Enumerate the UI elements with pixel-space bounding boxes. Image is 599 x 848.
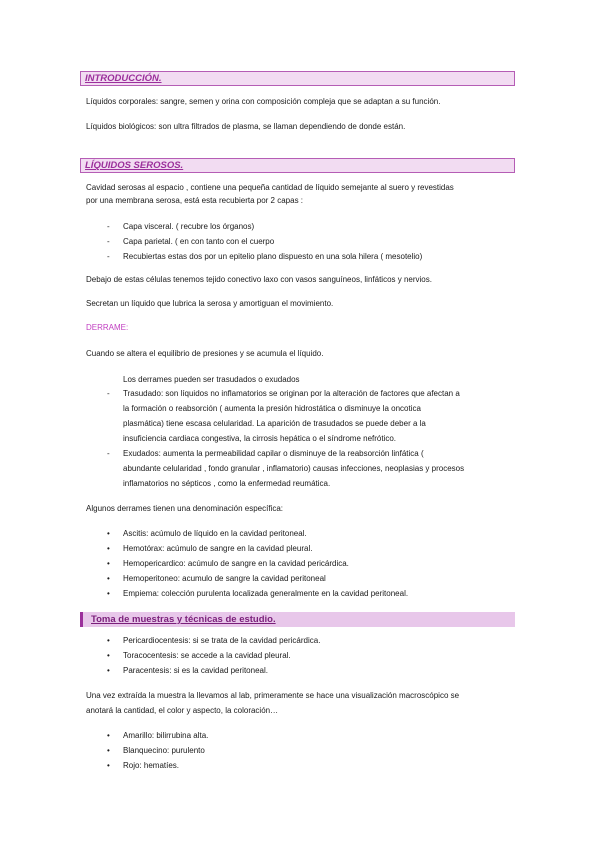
derrame-paragraph: Cuando se altera el equilibrio de presiones y se acumula el líquido.: [86, 349, 324, 358]
toma-paragraph-line-1: Una vez extraída la muestra la llevamos al lab, primeramente se hace una visualización macroscópico se: [86, 691, 460, 700]
tecnica-item: Toracocentesis: se accede a la cavidad pleural.: [123, 651, 291, 660]
exudado-line: inflamatorios no sépticos , como la enfermedad reumática.: [123, 479, 331, 488]
intro-paragraph-1: Líquidos corporales: sangre, semen y orina con composición compleja que se adaptan a su función.: [86, 97, 441, 106]
serosos-header: LÍQUIDOS SEROSOS.: [80, 158, 515, 173]
bullet-icon: •: [107, 544, 110, 553]
derrame-label: DERRAME:: [86, 323, 129, 332]
denominacion-item: Hemoperitoneo: acumulo de sangre la cavidad peritoneal: [123, 574, 326, 583]
derrame-intro: Los derrames pueden ser trasudados o exudados: [123, 375, 300, 384]
trasudado-line: Trasudado: son líquidos no inflamatorios se originan por la alteración de factores que afectan a: [123, 389, 460, 398]
intro-header: INTRODUCCIÓN.: [80, 71, 515, 86]
denominacion-item: Empiema: colección purulenta localizada generalmente en la cavidad peritoneal.: [123, 589, 409, 598]
bullet-icon: •: [107, 746, 110, 755]
dash-icon: -: [107, 389, 110, 398]
color-item: Blanquecino: purulento: [123, 746, 205, 755]
bullet-icon: •: [107, 666, 110, 675]
capa-item: Capa visceral. ( recubre los órganos): [123, 222, 255, 231]
bullet-icon: •: [107, 589, 110, 598]
capa-item: Capa parietal. ( en con tanto con el cuerpo: [123, 237, 275, 246]
serosos-paragraph-3: Secretan un líquido que lubrica la serosa y amortiguan el movimiento.: [86, 299, 334, 308]
bullet-icon: •: [107, 651, 110, 660]
tecnica-item: Pericardiocentesis: si se trata de la cavidad pericárdica.: [123, 636, 321, 645]
bullet-icon: •: [107, 559, 110, 568]
toma-header: Toma de muestras y técnicas de estudio.: [80, 612, 515, 627]
tecnica-item: Paracentesis: si es la cavidad peritoneal.: [123, 666, 268, 675]
dash-icon: -: [107, 252, 110, 261]
capa-item: Recubiertas estas dos por un epitelio plano dispuesto en una sola hilera ( mesotelio): [123, 252, 423, 261]
bullet-icon: •: [107, 761, 110, 770]
exudado-line: abundante celularidad , fondo granular , inflamatorio) causas infecciones, neoplasias y procesos: [123, 464, 465, 473]
toma-paragraph-line-2: anotará la cantidad, el color y aspecto, la coloración…: [86, 706, 279, 715]
color-item: Amarillo: bilirrubina alta.: [123, 731, 209, 740]
serosos-paragraph-1-line-1: Cavidad serosas al espacio , contiene una pequeña cantidad de líquido semejante al suero y revestidas: [86, 183, 454, 192]
bullet-icon: •: [107, 636, 110, 645]
serosos-paragraph-1-line-2: por una membrana serosa, está esta recubierta por 2 capas :: [86, 196, 304, 205]
dash-icon: -: [107, 237, 110, 246]
color-item: Rojo: hematíes.: [123, 761, 180, 770]
exudado-line: Exudados: aumenta la permeabilidad capilar o disminuye de la reabsorción linfática (: [123, 449, 424, 458]
serosos-paragraph-2: Debajo de estas células tenemos tejido conectivo laxo con vasos sanguíneos, linfáticos y nervios.: [86, 275, 432, 284]
bullet-icon: •: [107, 529, 110, 538]
denominacion-item: Hemotórax: acúmulo de sangre en la cavidad pleural.: [123, 544, 313, 553]
trasudado-line: plasmática) tiene escasa celularidad. La aparición de trasudados se puede deber a la: [123, 419, 426, 428]
denominacion-paragraph: Algunos derrames tienen una denominación específica:: [86, 504, 284, 513]
dash-icon: -: [107, 222, 110, 231]
intro-paragraph-2: Líquidos biológicos: son ultra filtrados de plasma, se llaman dependiendo de donde están.: [86, 122, 406, 131]
denominacion-item: Ascitis: acúmulo de líquido en la cavidad peritoneal.: [123, 529, 307, 538]
bullet-icon: •: [107, 731, 110, 740]
trasudado-line: la formación o reabsorción ( aumenta la presión hidrostática o disminuye la oncotica: [123, 404, 421, 413]
denominacion-item: Hemopericardico: acúmulo de sangre en la cavidad pericárdica.: [123, 559, 349, 568]
dash-icon: -: [107, 449, 110, 458]
trasudado-line: insuficiencia cardiaca congestiva, la cirrosis hepática o el síndrome nefrótico.: [123, 434, 397, 443]
bullet-icon: •: [107, 574, 110, 583]
